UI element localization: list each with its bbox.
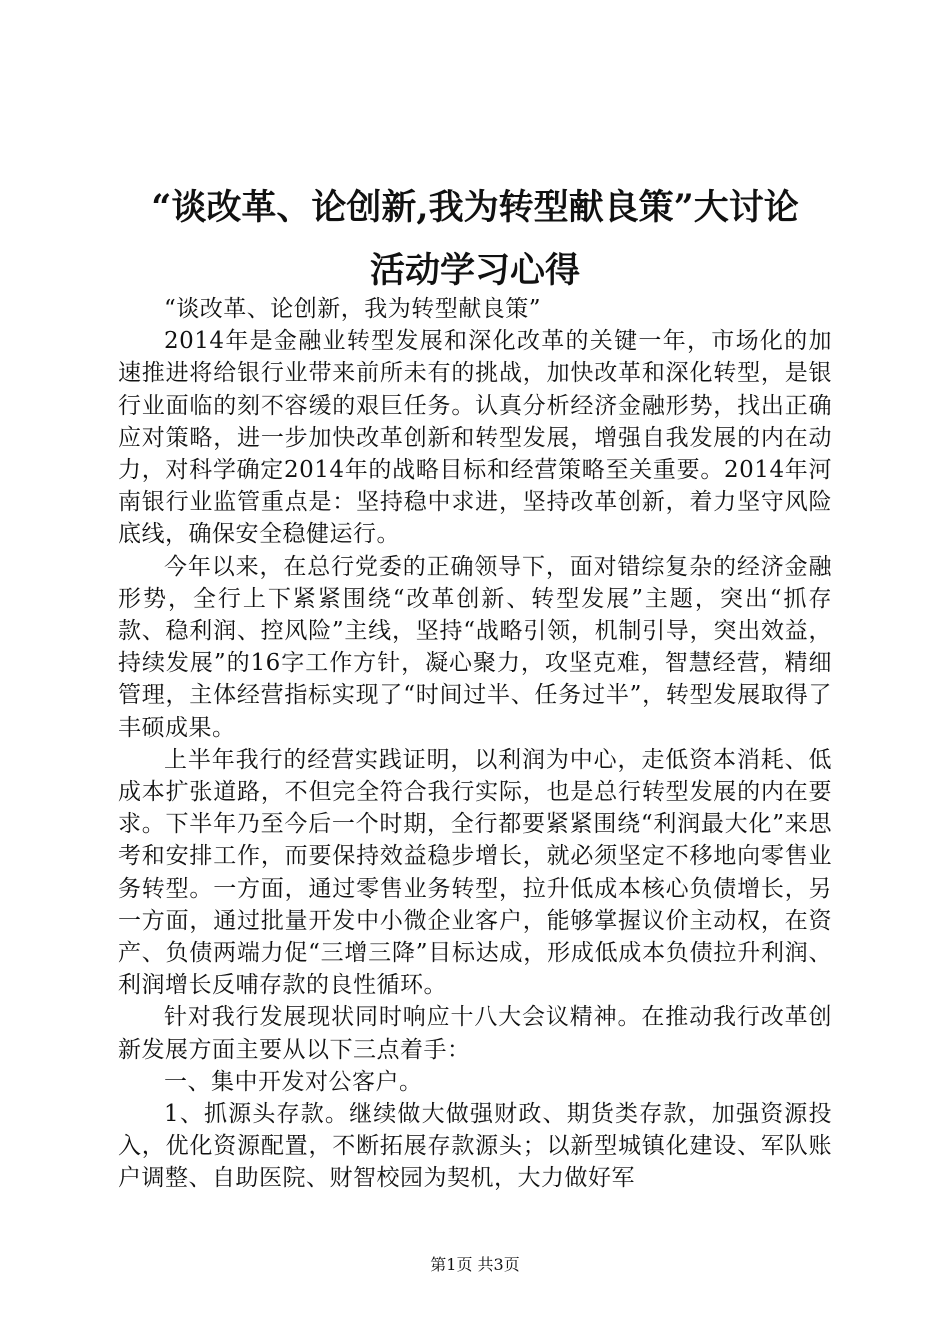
paragraph-progress: 今年以来，在总行党委的正确领导下，面对错综复杂的经济金融形势，全行上下紧紧围绕“改革创新、转型发展”主题，突出“抓存款、稳利润、控风险”主线，坚持“战略引领，机制引导，突出效益，持续发展”的16字工作方针，凝心聚力，攻坚克难，智慧经营，精细管理，主体经营指标实现了“时间过半、任务过半”，转型发展取得了丰硕成果。 (118, 553, 832, 741)
paragraph-approach: 针对我行发展现状同时响应十八大会议精神。在推动我行改革创新发展方面主要从以下三点着手： (118, 1004, 832, 1063)
document-title-line-2: 活动学习心得 (369, 250, 580, 291)
paragraph-heading-1: 一、集中开发对公客户。 (164, 1068, 423, 1095)
paragraph-subtitle: “谈改革、论创新，我为转型献良策” (164, 296, 542, 322)
document-title-line-1: “谈改革、论创新,我为转型献良策”大讨论 (151, 187, 799, 228)
paragraph-strategy: 上半年我行的经营实践证明，以利润为中心，走低资本消耗、低成本扩张道路，不但完全符合我行实际，也是总行转型发展的内在要求。下半年乃至今后一个时期，全行都要紧紧围绕“利润最大化”来思考和安排工作，而要保持效益稳步增长，就必须坚定不移地向零售业务转型。一方面，通过零售业务转型，拉升低成本核心负债增长，另一方面，通过批量开发中小微企业客户，能够掌握议价主动权，在资产、负债两端力促“三增三降”目标达成，形成低成本负债拉升利润、利润增长反哺存款的良性循环。 (118, 746, 832, 999)
document-body (118, 293, 832, 1195)
page-number-footer: 第1页 共3页 (430, 1255, 520, 1274)
paragraph-intro: 2014年是金融业转型发展和深化改革的关键一年，市场化的加速推进将给银行业带来前所未有的挑战，加快改革和深化转型，是银行业面临的刻不容缓的艰巨任务。认真分析经济金融形势，找出正确应对策略，进一步加快改革创新和转型发展，增强自我发展的内在动力，对科学确定2014年的战略目标和经营策略至关重要。2014年河南银行业监管重点是：坚持稳中求进，坚持改革创新，着力坚守风险底线，确保安全稳健运行。 (118, 328, 832, 548)
paragraph-item-1: 1、抓源头存款。继续做大做强财政、期货类存款，加强资源投入，优化资源配置，不断拓展存款源头；以新型城镇化建设、军队账户调整、自助医院、财智校园为契机，大力做好军 (118, 1101, 832, 1192)
